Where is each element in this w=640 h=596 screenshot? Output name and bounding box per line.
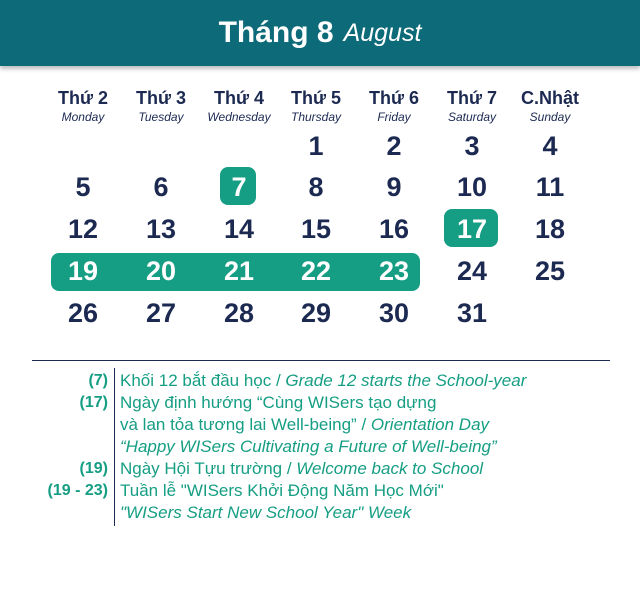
day-21[interactable]: 21 [223,256,255,286]
weekday-label-en: Thursday [290,110,342,124]
day-5[interactable]: 5 [75,172,91,202]
event-text-vi: Ngày định hướng “Cùng WISers tạo dựng [120,393,437,412]
event-line [120,436,497,458]
day-22[interactable]: 22 [300,256,332,286]
weekday-label-vi: Thứ 2 [57,88,109,108]
day-7[interactable]: 7 [231,172,247,202]
day-15[interactable]: 15 [300,214,332,244]
day-6[interactable]: 6 [153,172,169,202]
day-30[interactable]: 30 [378,298,410,328]
event-text-vi: Ngày Hội Tựu trường / [120,459,297,478]
month-header [0,0,640,66]
event-line [120,458,483,480]
weekday-label-vi: Thứ 7 [446,88,498,108]
event-date: (17) [79,394,108,411]
event-text-vi: Khối 12 bắt đầu học / [120,371,286,390]
weekday-thursday [277,87,355,125]
weekday-label-vi: C.Nhật [521,88,579,108]
day-1[interactable]: 1 [308,131,324,161]
weekday-tuesday [122,87,200,125]
day-28[interactable]: 28 [223,298,255,328]
day-8[interactable]: 8 [308,172,324,202]
weekday-label-en: Tuesday [138,110,184,124]
events-separator [114,368,115,526]
day-10[interactable]: 10 [456,172,488,202]
event-date: (7) [88,372,108,389]
weekday-friday [355,87,433,125]
day-2[interactable]: 2 [386,131,402,161]
weekday-label-vi: Thứ 3 [135,88,187,108]
weekday-label-en: Monday [61,110,105,124]
weekday-monday [44,87,122,125]
weekday-wednesday [200,87,278,125]
day-26[interactable]: 26 [67,298,99,328]
weekday-label-vi: Thứ 4 [213,88,265,108]
event-text-en: "WISers Start New School Year" Week [120,503,412,522]
day-18[interactable]: 18 [534,214,566,244]
event-text-vi: và lan tỏa tương lai Well-being” / [120,415,371,434]
day-24[interactable]: 24 [456,256,488,286]
day-13[interactable]: 13 [145,214,177,244]
day-14[interactable]: 14 [223,214,255,244]
event-line [120,370,526,392]
event-line [120,502,411,524]
day-9[interactable]: 9 [386,172,402,202]
day-20[interactable]: 20 [145,256,177,286]
day-12[interactable]: 12 [67,214,99,244]
event-text-en: Grade 12 starts the School-year [285,371,527,390]
event-text-en: “Happy WISers Cultivating a Future of Well-being” [120,437,497,456]
month-title-en: August [343,18,422,47]
day-25[interactable]: 25 [534,256,566,286]
day-11[interactable]: 11 [535,172,565,202]
day-23[interactable]: 23 [378,256,410,286]
event-line [120,414,489,436]
event-text-en: Orientation Day [370,415,490,434]
divider [32,360,610,361]
day-17[interactable]: 17 [456,214,488,244]
weekday-label-vi: Thứ 6 [368,88,420,108]
event-text-vi: Tuần lễ "WISers Khởi Động Năm Học Mới" [120,481,444,500]
event-text-en: Welcome back to School [296,459,484,478]
month-title-vi: Tháng 8 [218,16,334,49]
day-4[interactable]: 4 [542,131,558,161]
event-line [120,392,436,414]
day-16[interactable]: 16 [378,214,410,244]
event-line [120,480,444,502]
event-date: (19) [79,460,108,477]
day-3[interactable]: 3 [464,131,480,161]
weekday-label-vi: Thứ 5 [290,88,342,108]
weekday-saturday [433,87,511,125]
weekday-label-en: Wednesday [207,110,271,124]
weekday-label-en: Saturday [447,110,497,124]
weekday-sunday [511,87,589,125]
day-31[interactable]: 31 [456,298,488,328]
event-date: (19 - 23) [47,482,108,499]
weekday-label-en: Sunday [529,110,571,124]
day-27[interactable]: 27 [145,298,177,328]
day-29[interactable]: 29 [300,298,332,328]
day-19[interactable]: 19 [67,256,99,286]
weekday-label-en: Friday [377,110,411,124]
